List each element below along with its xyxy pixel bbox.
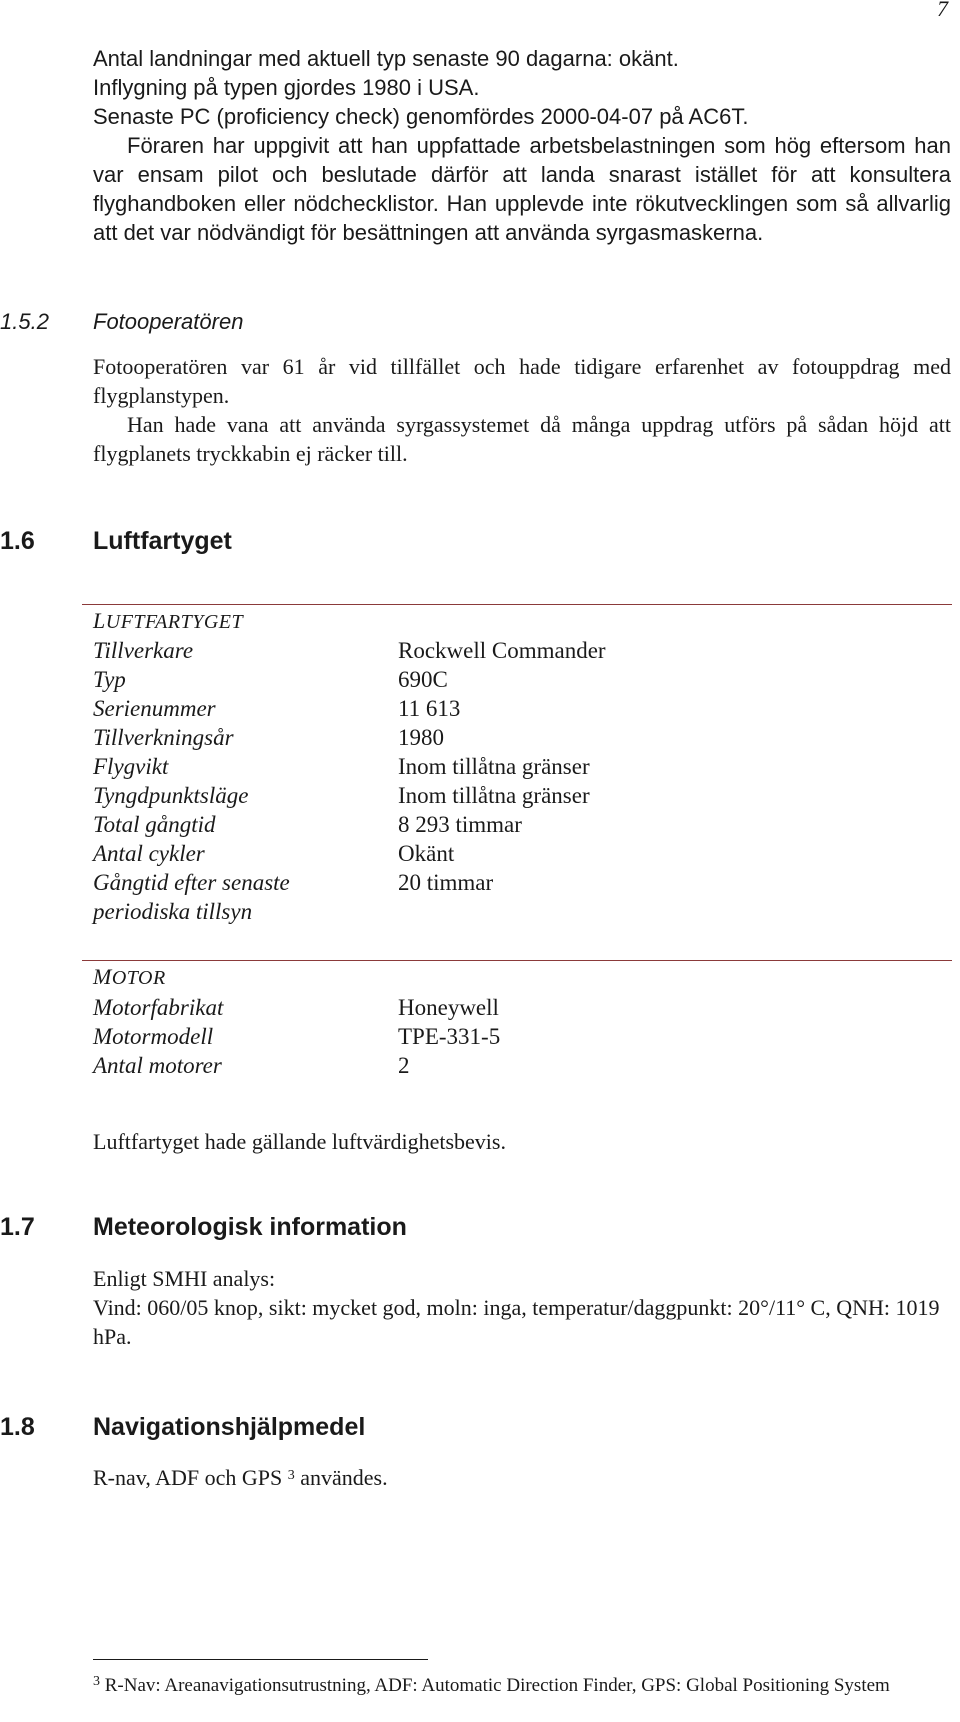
section-title: Meteorologisk information [93,1213,407,1241]
text-before: R-nav, ADF och GPS [93,1465,283,1490]
footnote-text: R-Nav: Areanavigationsutrustning, ADF: Automatic Direction Finder, GPS: Global Positioning System [104,1675,890,1696]
section-title: Navigationshjälpmedel [93,1413,366,1441]
row-key: Flygvikt [93,754,169,779]
table-rule [82,960,952,961]
footnote [93,1670,933,1698]
row-value: Rockwell Commander [398,638,606,663]
section-title: Luftfartyget [93,527,232,555]
title-rest: UFTFARTYGET [105,611,244,633]
paragraph: Han hade vana att använda syrgassystemet då många uppdrag utförs på sådan höjd att flygplanets tryckkabin ej räcker till. [93,412,951,466]
row-key: Antal motorer [93,1053,222,1078]
row-value: TPE-331-5 [398,1024,501,1049]
aircraft-table-title [93,608,243,634]
paragraph: Enligt SMHI analys: [93,1266,276,1291]
row-value: Inom tillåtna gränser [398,783,590,808]
row-key: Tillverkningsår [93,725,234,750]
section-17-body [93,1264,951,1351]
paragraph: Fotooperatören var 61 år vid tillfället och hade tidigare erfarenhet av fotouppdrag med flygplanstypen. [93,354,951,408]
intro-block [93,44,951,247]
row-value: 2 [398,1053,410,1078]
section-18-body [93,1461,951,1492]
row-key: Serienummer [93,696,216,721]
row-value: Okänt [398,841,455,866]
row-key: Typ [93,667,126,692]
section-number: 1.5.2 [0,309,49,334]
engine-table-title [93,964,166,990]
intro-line: Inflygning på typen gjordes 1980 i USA. [93,75,480,100]
intro-line: Antal landningar med aktuell typ senaste 90 dagarna: okänt. [93,46,679,71]
table-rule [82,604,952,605]
row-value: Inom tillåtna gränser [398,754,590,779]
title-cap: M [93,964,112,989]
title-cap: L [93,608,106,633]
row-key: Motormodell [93,1024,214,1049]
section-number: 1.6 [0,527,35,555]
row-value: 20 timmar [398,870,494,895]
row-value: 8 293 timmar [398,812,522,837]
paragraph: Luftfartyget hade gällande luftvärdighetsbevis. [93,1129,506,1154]
paragraph [93,1461,951,1492]
section-152-body [93,352,951,468]
row-key: Tillverkare [93,638,194,663]
section-number: 1.8 [0,1413,35,1441]
intro-paragraph: Föraren har uppgivit att han uppfattade arbetsbelastningen som hög eftersom han var ensam pilot och beslutade därför att landa snarast istället för att konsultera flyghandboken eller nödchecklistor. Han upplevde inte rökutvecklingen som så allvarlig att det var nödvändigt för besättningen att använda syrgasmaskerna. [93,133,951,245]
section-16-closing [93,1127,951,1156]
section-number: 1.7 [0,1213,35,1241]
section-title: Fotooperatören [93,309,244,334]
row-value: Honeywell [398,995,499,1020]
footnote-marker: 3 [93,1674,100,1689]
footnote-reference[interactable]: 3 [287,1468,295,1483]
text-after: användes. [300,1465,388,1490]
row-value: 690C [398,667,448,692]
row-key: Motorfabrikat [93,995,224,1020]
footnote-rule [93,1659,428,1660]
title-rest: OTOR [111,967,166,989]
paragraph: Vind: 060/05 knop, sikt: mycket god, moln: inga, temperatur/daggpunkt: 20°/11° C, QNH: 1019 hPa. [93,1295,940,1349]
row-key: Total gångtid [93,812,216,837]
row-key: Antal cykler [93,841,205,866]
row-value: 11 613 [398,696,461,721]
row-key: Tyngdpunktsläge [93,783,249,808]
intro-line: Senaste PC (proficiency check) genomfördes 2000-04-07 på AC6T. [93,104,749,129]
page-number: 7 [937,0,948,21]
row-key: Gångtid efter senaste periodiska tillsyn [93,870,290,924]
row-value: 1980 [398,725,444,750]
